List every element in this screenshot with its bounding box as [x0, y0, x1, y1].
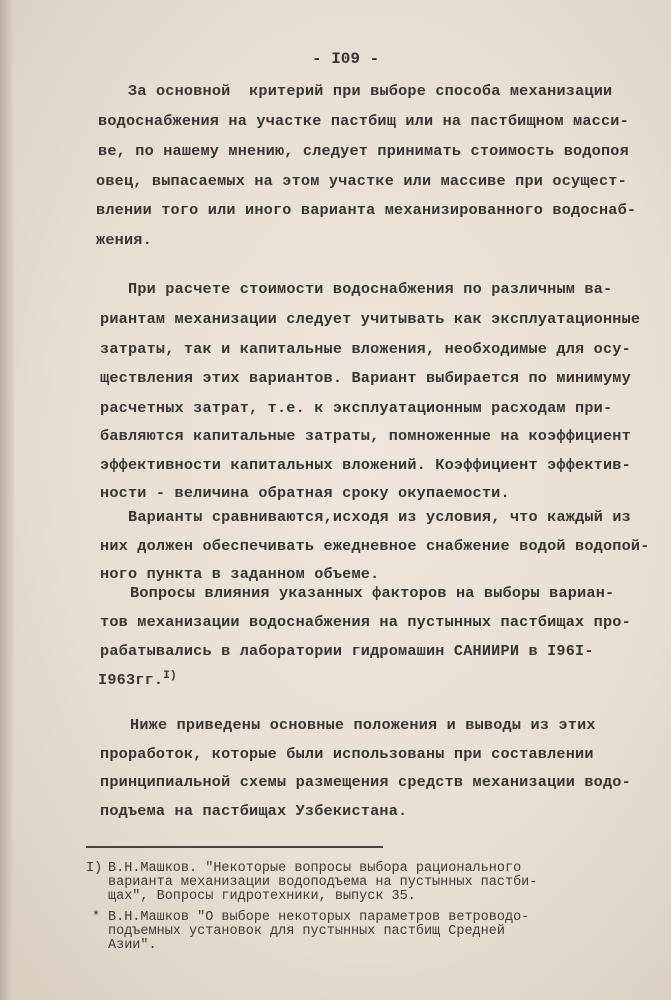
paragraph-2-line: [100, 427, 631, 445]
paragraph-4-line: [130, 584, 614, 602]
paragraph-1-line: [128, 82, 612, 100]
line-text: расчетных затрат, т.е. к эксплуатационным расходам при-: [100, 399, 613, 417]
footnote-marker: I): [86, 861, 103, 876]
footnote-2-line: подъемных установок для пустынных пастбищ Средней: [108, 924, 505, 939]
paragraph-1-line: [98, 142, 629, 160]
line-text: Ниже приведены основные положения и выводы из этих: [130, 716, 596, 734]
line-text: затраты, так и капитальные вложения, необходимые для осу-: [100, 340, 631, 358]
footnote-separator: [86, 846, 383, 848]
line-text: эффективности капитальных вложений. Коэффициент эффектив-: [100, 456, 631, 474]
page-number: - I09 -: [312, 50, 380, 68]
paragraph-1-line: [96, 172, 627, 190]
footnote-2-line: В.Н.Машков "О выборе некоторых параметров ветроводо-: [108, 910, 530, 925]
line-text: принципиальной схемы размещения средств механизации водо-: [100, 773, 631, 791]
line-text: водоснабжения на участке пастбищ или на пастбищном масси-: [98, 112, 629, 130]
paragraph-5-line: [100, 745, 594, 763]
line-text: бавляются капитальные затраты, помноженные на коэффициент: [100, 427, 631, 445]
line-text: ного пункта в заданном объеме.: [100, 565, 380, 583]
paragraph-4-line: [100, 642, 594, 660]
paragraph-2-line: [100, 484, 510, 502]
line-text: ности - величина обратная сроку окупаемости.: [100, 484, 510, 502]
paragraph-4-line: [98, 670, 177, 689]
paragraph-1-line: [96, 201, 636, 219]
footnote-1-line: щах", Вопросы гидротехники, выпуск 35.: [108, 889, 416, 904]
paragraph-2-line: [100, 399, 612, 417]
paragraph-4-line: [100, 613, 631, 631]
line-text: ве, по нашему мнению, следует принимать стоимость водопоя: [98, 142, 629, 160]
line-text: Варианты сравниваются,исходя из условия, что каждый из: [128, 508, 631, 526]
line-text: проработок, которые были использованы при составлении: [100, 745, 594, 763]
page-edge-shadow: [0, 0, 14, 1000]
paragraph-1-line: [98, 112, 629, 130]
line-text: тов механизации водоснабжения на пустынных пастбищах про-: [100, 613, 631, 631]
line-text: подъема на пастбищах Узбекистана.: [100, 802, 408, 820]
line-text: рабатывались в лаборатории гидромашин САНИИРИ в I96I-: [100, 642, 594, 660]
line-text: жения.: [96, 231, 152, 249]
line-text: Вопросы влияния указанных факторов на выборы вариан-: [130, 584, 615, 602]
line-text: них должен обеспечивать ежедневное снабжение водой водопой-: [100, 537, 650, 555]
line-text: I963гг.: [98, 671, 164, 690]
footnote-2-line: Азии".: [108, 938, 157, 953]
paragraph-2-line: [100, 340, 631, 358]
footnote-reference: I): [163, 670, 177, 682]
footnote-1-line: варианта механизации водоподъема на пустынных пастби-: [108, 875, 538, 890]
paragraph-3-line: [100, 565, 379, 583]
footnote-1-line: В.Н.Машков. "Некоторые вопросы выбора рационального: [108, 861, 522, 876]
line-text: риантам механизации следует учитывать как эксплуатационные: [100, 310, 641, 328]
footnote-marker: *: [92, 910, 101, 925]
paragraph-1-line: [96, 231, 152, 249]
paragraph-5-line: [130, 716, 596, 734]
paragraph-2-line: [128, 280, 612, 298]
paragraph-5-line: [100, 773, 631, 791]
line-text: влении того или иного варианта механизированного водоснаб-: [96, 201, 637, 219]
line-text: При расчете стоимости водоснабжения по различным ва-: [128, 280, 613, 298]
line-text: ществления этих вариантов. Вариант выбирается по минимуму: [100, 369, 631, 387]
paragraph-3-line: [100, 537, 650, 555]
paragraph-3-line: [128, 508, 631, 526]
paragraph-2-line: [100, 456, 631, 474]
line-text: овец, выпасаемых на этом участке или массиве при осущест-: [96, 172, 627, 190]
line-text: За основной критерий при выборе способа механизации: [128, 82, 613, 100]
paragraph-5-line: [100, 802, 407, 820]
paragraph-2-line: [100, 310, 640, 328]
paragraph-2-line: [100, 369, 631, 387]
